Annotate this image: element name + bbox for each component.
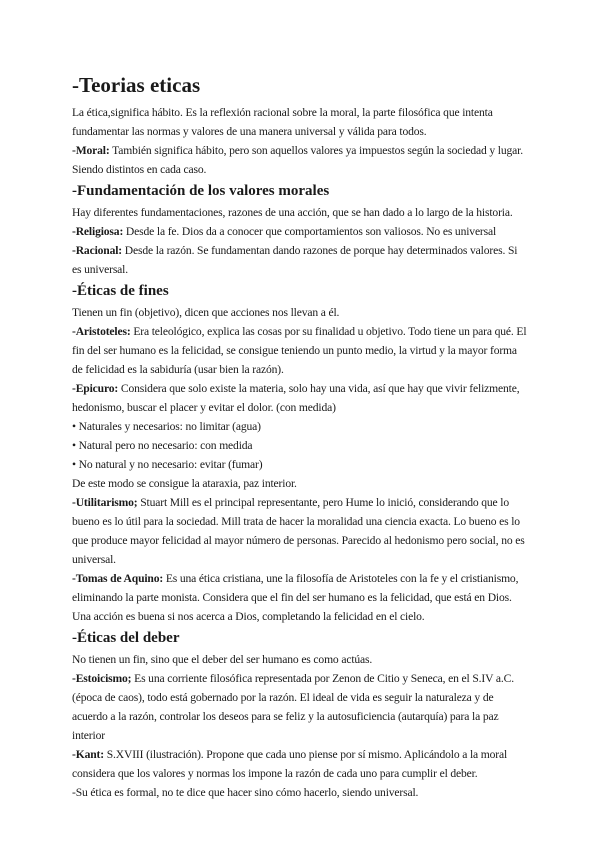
fines-paragraph: Tienen un fin (objetivo), dicen que acciones nos llevan a él. <box>72 306 340 319</box>
religiosa-text: Desde la fe. Dios da a conocer que comportamientos son valiosos. No es universal <box>123 225 497 238</box>
epicuro-paragraph <box>72 379 528 417</box>
racional-text: Desde la razón. Se fundamentan dando razones de porque hay determinados valores. Si es universal. <box>72 244 518 276</box>
epicuro-text: Considera que solo existe la materia, solo hay una vida, así que hay que vivir felizmente, hedonismo, buscar el placer y evitar el dolor. (con medida) <box>72 382 520 414</box>
list-item: • No natural y no necesario: evitar (fumar) <box>72 458 263 471</box>
fundamentacion-paragraph: Hay diferentes fundamentaciones, razones de una acción, que se han dado a lo largo de la historia. <box>72 206 513 219</box>
final-paragraph: -Su ética es formal, no te dice que hacer sino cómo hacerlo, siendo universal. <box>72 786 419 799</box>
aristoteles-paragraph <box>72 322 528 379</box>
heading-eticas-fines: -Éticas de fines <box>72 283 169 299</box>
moral-paragraph <box>72 141 528 179</box>
racional-term: -Racional: <box>72 244 123 257</box>
estoicismo-paragraph <box>72 669 528 745</box>
estoicismo-term: -Estoicismo; <box>72 672 132 685</box>
list-item: • Natural pero no necesario: con medida <box>72 439 253 452</box>
kant-paragraph <box>72 745 528 783</box>
intro-paragraph: La ética,significa hábito. Es la reflexión racional sobre la moral, la parte filosófica que intenta fundamentar las normas y valores de una manera universal y válida para todos. <box>72 106 493 138</box>
deber-paragraph: No tienen un fin, sino que el deber del ser humano es como actúas. <box>72 653 373 666</box>
list-item: • Naturales y necesarios: no limitar (agua) <box>72 420 261 433</box>
moral-term: -Moral: <box>72 144 110 157</box>
kant-term: -Kant: <box>72 748 104 761</box>
kant-text: S.XVIII (ilustración). Propone que cada uno piense por sí mismo. Aplicándolo a la moral considera que los valores y normas los impone la razón de cada uno para cumplir el deber. <box>72 748 508 780</box>
utilitarismo-paragraph <box>72 493 528 569</box>
tomas-term: -Tomas de Aquino: <box>72 572 164 585</box>
heading-fundamentacion: -Fundamentación de los valores morales <box>72 183 330 199</box>
religiosa-paragraph <box>72 222 528 241</box>
racional-paragraph <box>72 241 528 279</box>
estoicismo-text: Es una corriente filosófica representada por Zenon de Citio y Seneca, en el S.IV a.C. (época de caos), todo está gobernado por la razón. El ideal de vida es seguir la naturaleza y de acuerdo a la razón, controlar los deseos para se feliz y la autosuficiencia (autarquía) para la paz interior <box>72 672 514 742</box>
utilitarismo-term: -Utilitarismo; <box>72 496 138 509</box>
page-title: -Teorias eticas <box>72 73 201 97</box>
tomas-paragraph <box>72 569 528 626</box>
ataraxia-paragraph: De este modo se consigue la ataraxia, paz interior. <box>72 477 297 490</box>
epicuro-term: -Epicuro: <box>72 382 119 395</box>
aristoteles-term: -Aristoteles: <box>72 325 131 338</box>
religiosa-term: -Religiosa: <box>72 225 124 238</box>
aristoteles-text: Era teleológico, explica las cosas por su finalidad u objetivo. Todo tiene un para qué. El fin del ser humano es la felicidad, se consigue teniendo un punto medio, la virtud y la mayor forma de felicidad es la sabiduría (usar bien la razón). <box>72 325 527 376</box>
moral-text: También significa hábito, pero son aquellos valores ya impuestos según la sociedad y lugar. Siendo distintos en cada caso. <box>72 144 523 176</box>
tomas-text: Es una ética cristiana, une la filosofía de Aristoteles con la fe y el cristianismo, eliminando la parte monista. Considera que el fin del ser humano es la felicidad, que está en Dios. Una acción es buena si nos acerca a Dios, completando la felicidad en el cielo. <box>72 572 519 623</box>
heading-eticas-deber: -Éticas del deber <box>72 630 180 646</box>
utilitarismo-text: Stuart Mill es el principal representante, pero Hume lo inició, considerando que lo bueno es lo útil para la sociedad. Mill trata de hacer la moralidad una ciencia exacta. Lo bueno es lo que produce mayor felicidad al mayor número de personas. Parecido al hedonismo pero social, no es universal. <box>72 496 525 566</box>
